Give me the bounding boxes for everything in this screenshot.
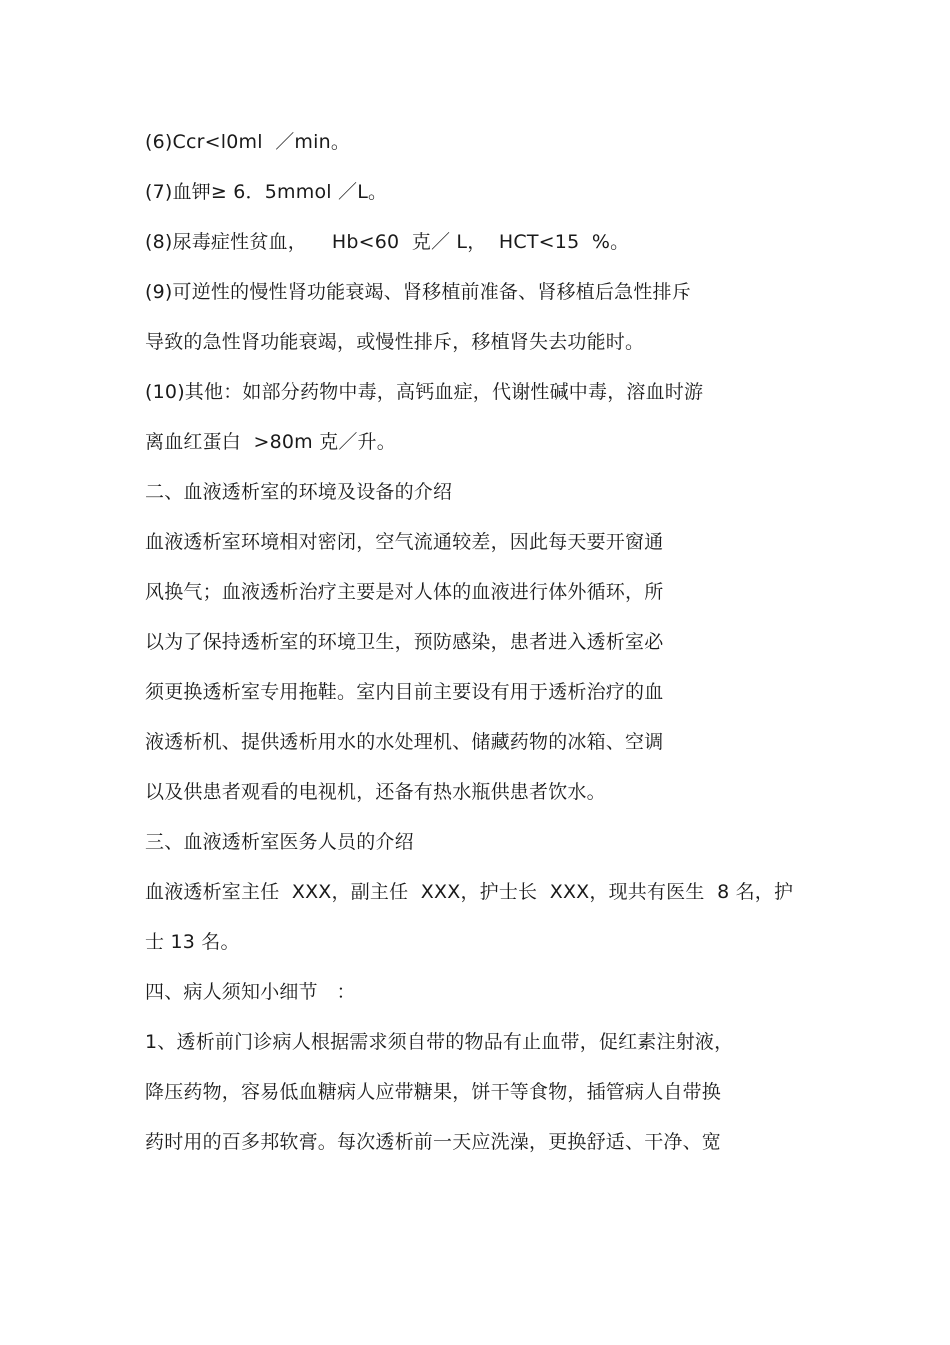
text-line: 以为了保持透析室的环境卫生，预防感染，患者进入透析室必 [145, 631, 664, 653]
section-heading-environment: 二、血液透析室的环境及设备的介绍 [145, 481, 453, 503]
text-line: 士 13 名。 [145, 931, 240, 953]
section-heading-patient-notes: 四、病人须知小细节 ： [145, 981, 356, 1003]
text-line: 血液透析室主任 XXX，副主任 XXX，护士长 XXX，现共有医生 8 名，护 [145, 881, 794, 903]
text-line: 药时用的百多邦软膏。每次透析前一天应洗澡，更换舒适、干净、宽 [145, 1131, 722, 1153]
section-heading-staff: 三、血液透析室医务人员的介绍 [145, 831, 414, 853]
text-line-criterion-10: (10)其他：如部分药物中毒，高钙血症，代谢性碱中毒，溶血时游 [145, 381, 704, 403]
text-line: 1、透析前门诊病人根据需求须自带的物品有止血带，促红素注射液， [145, 1031, 734, 1053]
text-line-criterion-9: (9)可逆性的慢性肾功能衰竭、肾移植前准备、肾移植后急性排斥 [145, 281, 691, 303]
text-line-criterion-6: (6)Ccr<l0ml ／min。 [145, 131, 351, 153]
text-line: 须更换透析室专用拖鞋。室内目前主要设有用于透析治疗的血 [145, 681, 664, 703]
text-line: 降压药物，容易低血糖病人应带糖果，饼干等食物，插管病人自带换 [145, 1081, 722, 1103]
text-line: 离血红蛋白 >80m 克／升。 [145, 431, 396, 453]
text-line-criterion-7: (7)血钾≥ 6．5mmol ／L。 [145, 181, 388, 203]
text-line: 液透析机、提供透析用水的水处理机、储藏药物的冰箱、空调 [145, 731, 664, 753]
text-line: 风换气；血液透析治疗主要是对人体的血液进行体外循环，所 [145, 581, 664, 603]
text-line-criterion-8: (8)尿毒症性贫血， Hb<60 克／ L， HCT<15 %。 [145, 231, 630, 253]
text-line: 血液透析室环境相对密闭，空气流通较差，因此每天要开窗通 [145, 531, 664, 553]
text-line: 以及供患者观看的电视机，还备有热水瓶供患者饮水。 [145, 781, 606, 803]
text-line: 导致的急性肾功能衰竭，或慢性排斥，移植肾失去功能时。 [145, 331, 645, 353]
